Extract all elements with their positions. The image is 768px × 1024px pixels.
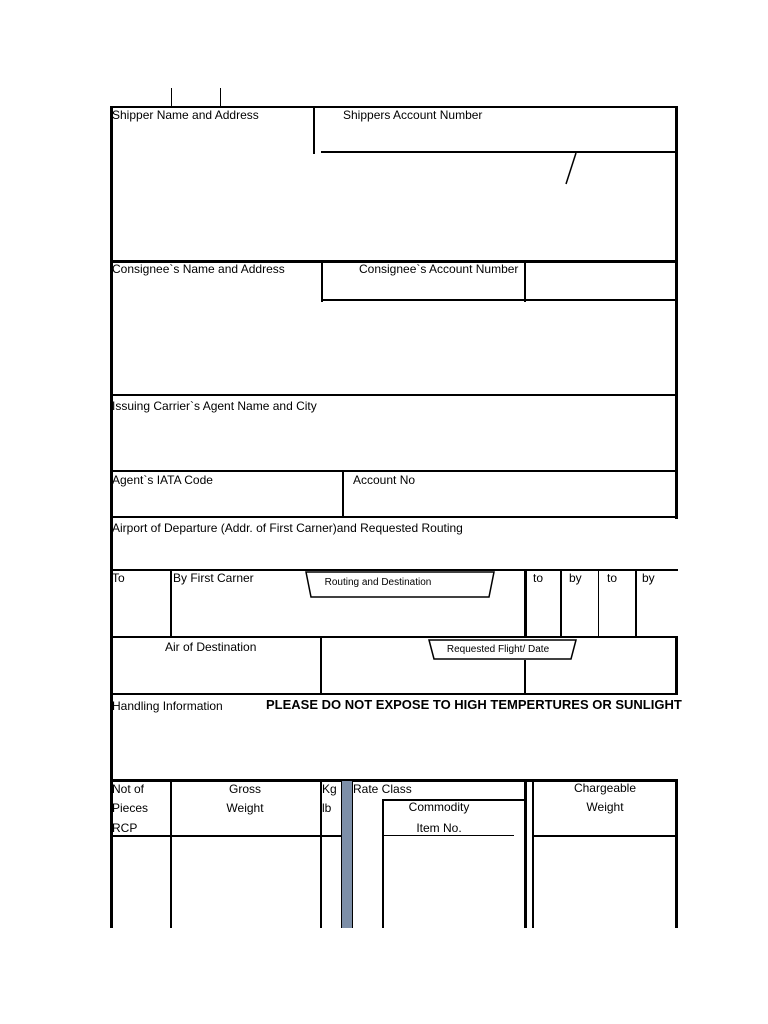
top-tick-mark [220, 88, 221, 107]
routing-bottom-border [110, 636, 678, 638]
gross-weight-label-1: Gross [228, 782, 261, 796]
air-of-destination-label: Air of Destination [165, 640, 257, 654]
routing-divider-3 [560, 569, 562, 638]
to-label: To [112, 571, 125, 585]
gross-weight-label-2: Weight [226, 801, 264, 815]
routing-divider-1 [170, 569, 172, 638]
agent-iata-label: Agent`s IATA Code [112, 473, 213, 487]
issuing-agent-label: Issuing Carrier`s Agent Name and City [112, 399, 317, 413]
destination-divider-2 [524, 660, 526, 695]
to-1-label: to [533, 571, 544, 585]
consignee-account-label: Consignee`s Account Number [359, 262, 519, 276]
consignee-bottom-border [110, 394, 678, 396]
requested-flight-label: Requested Flight/ Date [446, 644, 550, 655]
kg-label: Kg [322, 782, 337, 796]
table-shaded-column [341, 781, 353, 928]
shipper-account-underline [321, 151, 678, 153]
chargeable-weight-label-2: Weight [586, 800, 624, 814]
pieces-label-3: RCP [112, 821, 138, 835]
table-header-bottom-right [532, 835, 678, 837]
routing-divider-4 [598, 569, 599, 638]
table-col-divider-5 [532, 779, 534, 928]
chargeable-weight-label-1: Chargeable [573, 781, 637, 795]
airport-departure-label: Airport of Departure (Addr. of First Carner)and Requested Routing [112, 521, 463, 535]
warning-text: PLEASE DO NOT EXPOSE TO HIGH TEMPERTURES OR SUNLIGHT [266, 697, 682, 712]
routing-divider-2 [524, 569, 527, 638]
table-col-divider-4 [524, 779, 527, 928]
lb-label: lb [322, 801, 332, 815]
by-first-carrier-label: By First Carner [173, 571, 254, 585]
handling-information-label: Handling Information [112, 699, 223, 713]
commodity-bottom-line [382, 835, 514, 836]
account-no-label: Account No [353, 473, 416, 487]
table-header-bottom-left [110, 835, 342, 837]
commodity-label-2: Item No. [416, 821, 462, 835]
table-right-border [675, 779, 678, 928]
by-2-label: by [642, 571, 655, 585]
rate-class-label: Rate Class [353, 782, 412, 796]
shipper-name-label: Shipper Name and Address [112, 108, 259, 122]
iata-bottom-border [110, 516, 678, 518]
routing-divider-5 [635, 569, 637, 638]
destination-divider-1 [320, 636, 322, 695]
top-tick-mark [171, 88, 172, 107]
shipper-account-label: Shippers Account Number [343, 108, 483, 122]
slash-mark [562, 152, 582, 186]
destination-right-border [675, 636, 678, 695]
form-right-border [675, 106, 678, 519]
iata-divider [342, 470, 344, 518]
consignee-name-label: Consignee`s Name and Address [112, 262, 285, 276]
pieces-label-1: Not of [112, 782, 145, 796]
destination-bottom-border [110, 693, 678, 695]
commodity-label-1: Commodity [408, 800, 470, 814]
pieces-label-2: Pieces [112, 801, 149, 815]
routing-destination-label: Routing and Destination [324, 577, 432, 588]
consignee-account-underline [321, 299, 678, 301]
table-col-divider-3 [382, 800, 384, 928]
consignee-divider-right [524, 262, 526, 302]
to-2-label: to [607, 571, 618, 585]
issuing-agent-bottom-border [110, 470, 678, 472]
shipper-divider [313, 106, 315, 154]
consignee-divider-left [321, 262, 323, 302]
by-1-label: by [569, 571, 582, 585]
